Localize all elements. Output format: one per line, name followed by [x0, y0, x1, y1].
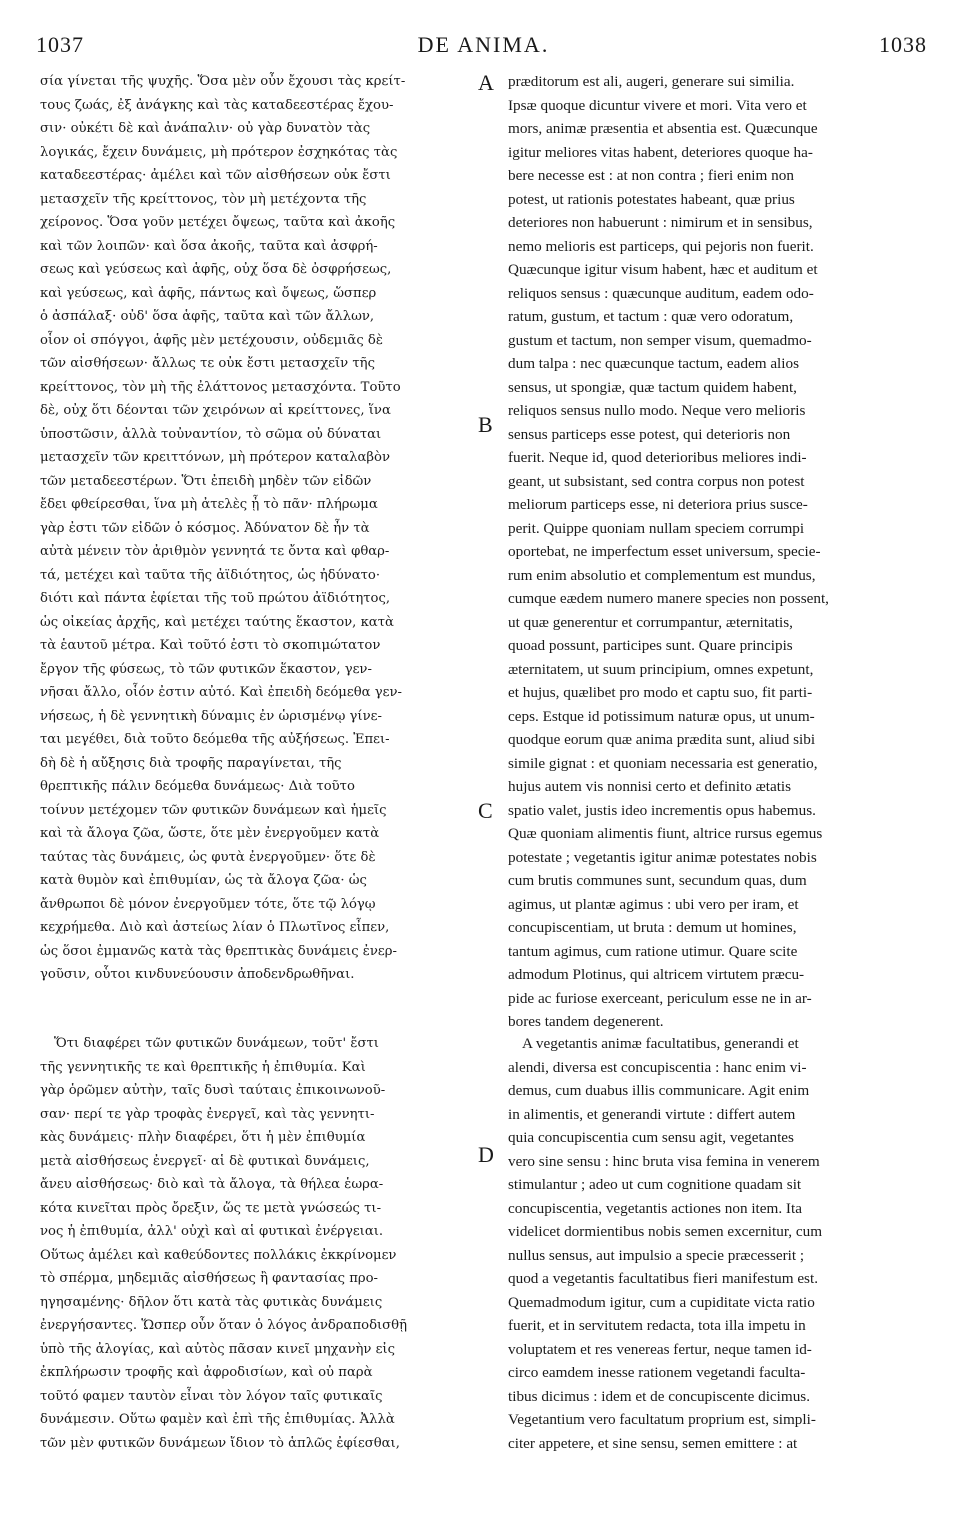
text-line: potestate ; vegetantis igitur animæ potestates nobis	[508, 848, 817, 866]
text-line: admodum Plotinus, qui altricem virtutem præcu-	[508, 966, 805, 983]
text-line: τοίνυν μετέχομεν τῶν φυτικῶν δυνάμεων καὶ ἡμεῖς	[40, 802, 387, 818]
text-line: ἐκπλήρωσιν τροφῆς καὶ ἀφροδισίων, καὶ οὐ παρὰ	[40, 1365, 373, 1380]
text-line: κὰς δυνάμεις· πλὴν διαφέρει, ὅτι ἡ μὲν ἐπιθυμία	[40, 1130, 366, 1145]
text-line: spatio valet, justis ideo incrementis opus habemus.	[508, 801, 816, 819]
text-line: τὸ σπέρμα, μηδεμιᾶς αἰσθήσεως ἢ φαντασίας προ-	[40, 1271, 379, 1286]
text-line: ceps. Estque id potissimum naturæ opus, ut unum-	[508, 707, 815, 725]
text-line: geant, ut subsistant, sed contra corpus non potest	[508, 472, 805, 490]
text-line: ἔδει φθείρεσθαι, ἵνα μὴ ἀτελὲς ᾖ τὸ πᾶν· πλήρωμα	[40, 497, 378, 512]
text-line: videlicet dormientibus nobis semen excernitur, cum	[508, 1223, 823, 1240]
text-line: σεως καὶ γεύσεως καὶ ἁφῆς, οὐχ ὅσα δὲ ὀσφρήσεως,	[40, 262, 392, 277]
text-line: καὶ γεύσεως, καὶ ἁφῆς, πάντως καὶ ὄψεως, ὥσπερ	[40, 285, 377, 301]
text-line: fuerit. Neque id, quod deterioribus meliores indi-	[508, 449, 807, 466]
text-line: δὴ δὲ ἡ αὔξησις διὰ τροφῆς παραγίνεται, τῆς	[40, 755, 342, 771]
text-line: τους ζωάς, ἐξ ἀνάγκης καὶ τὰς καταδεεστέρας ἔχου-	[40, 97, 394, 113]
text-line: ὡς ὅσοι ἐμμανῶς κατὰ τὰς θρεπτικὰς δυνάμεις ἐνερ-	[40, 943, 397, 959]
text-line: quia concupiscentia cum sensu agit, vegetantes	[508, 1129, 794, 1146]
text-line: τῆς γεννητικῆς τε καὶ θρεπτικῆς ἡ ἐπιθυμία. Καὶ	[40, 1059, 366, 1075]
text-line: νῆσαι ἄλλο, οἷόν ἐστιν αὐτό. Καὶ ἐπειδὴ δεόμεθα γεν-	[40, 685, 402, 700]
text-line: cum brutis communes sunt, secundum quas, dum	[508, 872, 807, 889]
text-line: μετασχεῖν τῆς κρείττονος, τὸν μὴ μετέχοντα τῆς	[40, 191, 367, 207]
text-line: κρείττονος, τὸν μὴ τῆς ἐλάττονος μετασχόντα. Τοῦτο	[40, 379, 401, 395]
section-marker-d: D	[478, 1142, 494, 1167]
text-line: καὶ τὰ ἄλογα ζῶα, ὥστε, ὅτε μὲν ἐνεργοῦμεν κατὰ	[40, 826, 380, 841]
text-line: et hujus, quælibet pro modo et captu suo, fit parti-	[508, 684, 813, 701]
text-line: τῶν αἰσθήσεων· ἄλλως τε οὐκ ἔστι μετασχεῖν τῆς	[40, 356, 375, 371]
text-line: igitur meliores vitas habent, deteriores quoque ha-	[508, 143, 813, 161]
text-line: κεχρήμεθα. Διὸ καὶ ἀστείως λίαν ὁ Πλωτῖνος εἶπεν,	[40, 920, 390, 935]
text-line: bere necesse est : at non contra ; fieri enim non	[508, 167, 794, 184]
text-line: alendi, diversa est concupiscentia : hanc enim vi-	[508, 1058, 807, 1076]
text-line: nullus sensus, aut impulsio a specie præcesserit ;	[508, 1246, 805, 1264]
text-line: σία γίνεται τῆς ψυχῆς. Ὅσα μὲν οὖν ἔχουσι τὰς κρείτ-	[40, 74, 406, 89]
text-line: κατὰ θυμὸν καὶ ἐπιθυμίαν, ὡς τὰ ἄλογα ζῶα· ὡς	[40, 873, 367, 888]
text-line: ut quæ generentur et corrumpantur, æternitatis,	[508, 613, 793, 631]
text-line: τά, μετέχει καὶ ταῦτα τῆς ἀϊδιότητος, ὡς ἠδύνατο·	[40, 567, 381, 583]
text-line: quodque eorum quæ anima prædita sunt, aliud sibi	[508, 731, 816, 748]
text-line: νος ἡ ἐπιθυμία, ἀλλ' οὐχὶ καὶ αἱ φυτικαὶ ἐνέργειαι.	[40, 1224, 384, 1239]
text-line: διότι καὶ πάντα ἐφίεται τῆς τοῦ πρώτου ἀϊδιότητος,	[40, 591, 391, 606]
latin-column-block-1	[508, 70, 934, 1034]
text-line: ἄνευ αἰσθήσεως· διὸ καὶ τὰ ἄλογα, τὰ θήλεα ἑωρα-	[40, 1177, 384, 1192]
text-line: circo eamdem inesse rationem vegetandi faculta-	[508, 1364, 806, 1381]
text-line: concupiscentiam, ut bruta : demum ut homines,	[508, 919, 797, 936]
text-line: τοῦτό φαμεν ταυτὸν εἶναι τὸν λόγον ταῖς φυτικαῖς	[40, 1388, 383, 1404]
text-line: Quæcunque igitur visum habent, hæc et auditum et	[508, 261, 818, 278]
left-page-number: 1037	[36, 32, 84, 57]
text-line: μετὰ αἰσθήσεως ἐνεργεῖ· αἱ δὲ φυτικαὶ δυνάμεις,	[40, 1153, 370, 1169]
text-line: ὡς οἰκείας ἀρχῆς, καὶ μετέχει ταύτης ἕκαστον, κατὰ	[40, 614, 394, 630]
text-line: οἷον οἱ σπόγγοι, ἁφῆς μὲν μετέχουσιν, οὐδεμιᾶς δὲ	[40, 332, 383, 348]
text-line: ὁ ἀσπάλαξ· οὐδ' ὅσα ἁφῆς, ταῦτα καὶ τῶν ἄλλων,	[40, 309, 375, 324]
section-marker-a: A	[478, 70, 494, 95]
text-line: θρεπτικῆς πάλιν δεόμεθα δυνάμεως· Διὰ τοῦτο	[40, 779, 355, 794]
text-line: nemo melioris est particeps, qui pejoris non fuerit.	[508, 237, 814, 255]
text-line: sensus particeps esse potest, qui deterioris non	[508, 425, 791, 443]
text-line: λογικάς, ἔχειν δυνάμεις, μὴ πρότερον ἐσχηκότας τὰς	[40, 144, 398, 160]
text-line: demus, cum duabus illis communicare. Agit enim	[508, 1082, 810, 1099]
text-line: quoad possunt, participes sunt. Quare principis	[508, 637, 793, 654]
text-line: agimus, ut plantæ agimus : ubi vero per iram, et	[508, 895, 799, 913]
text-line: rum enim absolutio et complementum est mundus,	[508, 566, 816, 584]
greek-column-block-1	[40, 70, 472, 987]
text-line: νήσεως, ἡ δὲ γεννητικὴ δύναμις ἐν ὡρισμένῳ γίνε-	[40, 708, 382, 724]
text-line: sensus, ut spongiæ, quæ tactum quidem habent,	[508, 378, 797, 396]
text-line: καὶ τῶν λοιπῶν· καὶ ὅσα ἀκοῆς, ταῦτα καὶ ἀσφρή-	[40, 238, 378, 254]
text-line: præditorum est ali, augeri, generare sui similia.	[508, 73, 795, 90]
text-line: ἐνεργήσαντες. Ὥσπερ οὖν ὅταν ὁ λόγος ἀνδραποδισθῇ	[40, 1318, 408, 1333]
text-line: ὑπὸ τῆς ἀλογίας, καὶ αὐτὸς πᾶσαν κινεῖ μηχανὴν εἰς	[40, 1341, 395, 1357]
text-line: κότα κινεῖται πρὸς ὄρεξιν, ὥς τε μετὰ γνώσεώς τι-	[40, 1200, 382, 1216]
text-line: ἄνθρωποι δὲ μόνον ἐνεργοῦμεν τότε, ὅτε τῷ λόγῳ	[40, 896, 376, 912]
text-line: Ipsæ quoque dicuntur vivere et mori. Vita vero et	[508, 96, 807, 114]
text-line: perit. Quippe quoniam nullam speciem corrumpi	[508, 519, 805, 537]
text-line: γὰρ ἐστι τῶν εἰδῶν ὁ κόσμος. Ἀδύνατον δὲ ἦν τὰ	[40, 520, 370, 536]
text-line: dum talpa : nec quæcunque tactum, eadem alios	[508, 355, 800, 372]
text-line: simile gignat : et quoniam necessaria est generatio,	[508, 754, 818, 772]
text-line: σαν· περί τε γὰρ τροφὰς ἐνεργεῖ, καὶ τὰς γεννητι-	[40, 1106, 375, 1122]
latin-column-block-2	[508, 1032, 934, 1455]
running-title: DE ANIMA.	[417, 32, 550, 57]
text-line: in alimentis, et generandi virtute : differt autem	[508, 1105, 796, 1123]
text-line: Vegetantium vero facultatum proprium est, simpli-	[508, 1411, 816, 1428]
text-line: δυνάμεσιν. Οὕτω φαμὲν καὶ ἐπὶ τῆς ἐπιθυμίας. Ἀλλὰ	[40, 1412, 395, 1427]
text-line: ὑποστῶσιν, ἀλλὰ τοὐναντίον, τὸ σῶμα οὐ δύναται	[40, 426, 382, 442]
text-line: stimulantur ; adeo ut cum cognitione quadam sit	[508, 1176, 802, 1193]
text-line: Quæ quoniam alimentis fiunt, altrice rursus egemus	[508, 825, 823, 842]
text-line: ratum, gustum, et tactum : quæ vero odoratum,	[508, 308, 794, 325]
text-line: bores tandem degenerent.	[508, 1013, 664, 1030]
text-line: oportebat, ne imperfectum esset universum, specie-	[508, 543, 821, 560]
text-line: γὰρ ὁρῶμεν αὐτὴν, ταῖς δυσὶ ταύταις ἐπικοινωνοῦ-	[40, 1083, 386, 1098]
text-line: ἔργον τῆς φύσεως, τὸ τῶν φυτικῶν ἕκαστον, γεν-	[40, 661, 372, 677]
text-line: citer appetere, et sine sensu, semen emittere : at	[508, 1434, 798, 1452]
section-marker-b: B	[478, 412, 493, 437]
text-line: quod a vegetantis facultatibus fieri manifestum est.	[508, 1270, 818, 1287]
text-line: vero sine sensu : hinc bruta visa femina in venerem	[508, 1152, 820, 1170]
text-line: æternitatem, ut suum principium, omnes expetunt,	[508, 660, 814, 678]
text-line: cumque eædem numero manere species non possent,	[508, 590, 829, 607]
text-line: καταδεεστέρας· ἀμέλει καὶ τῶν αἰσθήσεων οὐκ ἔστι	[40, 168, 391, 183]
text-line: γοῦσιν, οὗτοι κινδυνεύουσιν ἀποδενδρωθῆναι.	[40, 967, 355, 982]
text-line: τὰ ἑαυτοῦ μέτρα. Καὶ τοῦτό ἐστι τὸ σκοπιμώτατον	[40, 638, 381, 653]
text-line: ται μεγέθει, διὰ τοῦτο δεόμεθα τῆς αὐξήσεως. Ἐπει-	[40, 732, 390, 747]
text-line: δὲ, οὐχ ὅτι δέονται τῶν χειρόνων αἱ κρείττονες, ἵνα	[40, 403, 391, 418]
text-line: potest, ut rationis potestates habeant, quæ prius	[508, 190, 795, 208]
text-line: τῶν μὲν φυτικῶν δυνάμεων ἴδιον τὸ ἁπλῶς ἐφίεσθαι,	[40, 1435, 400, 1451]
text-line: ταύτας τὰς δυνάμεις, ὡς φυτὰ ἐνεργοῦμεν· ὅτε δὲ	[40, 849, 376, 865]
text-line: ηγησαμένης· δῆλον ὅτι κατὰ τὰς φυτικὰς δυνάμεις	[40, 1294, 383, 1310]
text-line: χείρονος. Ὅσα γοῦν μετέχει ὄψεως, ταῦτα καὶ ἀκοῆς	[40, 215, 396, 230]
text-line: σιν· οὐκέτι δὲ καὶ ἀνάπαλιν· οὐ γὰρ δυνατὸν τὰς	[40, 121, 371, 136]
greek-column-block-2	[40, 1032, 472, 1455]
text-line: A vegetantis animæ facultatibus, generandi et	[522, 1035, 799, 1052]
text-line: deteriores non habuerunt : nimirum et in sensibus,	[508, 214, 813, 231]
text-line: αὐτὰ μένειν τὸν ἀριθμὸν γεννητά τε ὄντα καὶ φθαρ-	[40, 544, 390, 559]
text-line: tantum agimus, cum ratione utimur. Quare scite	[508, 942, 798, 960]
text-line: Ὅτι διαφέρει τῶν φυτικῶν δυνάμεων, τοῦτ' ἔστι	[54, 1036, 379, 1051]
text-line: fuerit, et in servitutem redacta, tota illa impetu in	[508, 1317, 806, 1334]
text-line: concupiscentia, vegetantis actiones non item. Ita	[508, 1199, 802, 1217]
section-marker-c: C	[478, 798, 493, 823]
text-line: mors, animæ præsentia et absentia est. Quæcunque	[508, 120, 818, 137]
right-page-number: 1038	[879, 32, 927, 57]
text-line: Quemadmodum igitur, cum a cupiditate victa ratio	[508, 1293, 815, 1311]
text-line: hujus autem vis nonnisi certo et definito ætatis	[508, 778, 792, 795]
text-line: pide ac furiose exerceant, periculum esse ne in ar-	[508, 989, 812, 1007]
text-line: reliquos sensus nullo modo. Neque vero melioris	[508, 402, 806, 419]
text-line: μετασχεῖν τῶν κρειττόνων, μὴ πρότερον καταλαβὸν	[40, 450, 391, 465]
text-line: reliquos sensus : quæcunque auditum, eadem odo-	[508, 284, 814, 302]
text-line: meliorum particeps esse, ni deteriora prius susce-	[508, 496, 808, 513]
text-line: τῶν μεταδεεστέρων. Ὅτι ἐπειδὴ μηδὲν τῶν εἰδῶν	[40, 473, 372, 489]
text-line: gustum et tactum, non semper visum, quemadmo-	[508, 331, 812, 349]
text-line: voluptatem et res venereas fertur, neque tamen id-	[508, 1340, 812, 1358]
text-line: Οὕτως ἀμέλει καὶ καθεύδοντες πολλάκις ἐκκρίνομεν	[40, 1247, 397, 1263]
text-line: tibus dicimus : idem et de concupiscente dicimus.	[508, 1387, 810, 1405]
page-header	[0, 32, 967, 62]
